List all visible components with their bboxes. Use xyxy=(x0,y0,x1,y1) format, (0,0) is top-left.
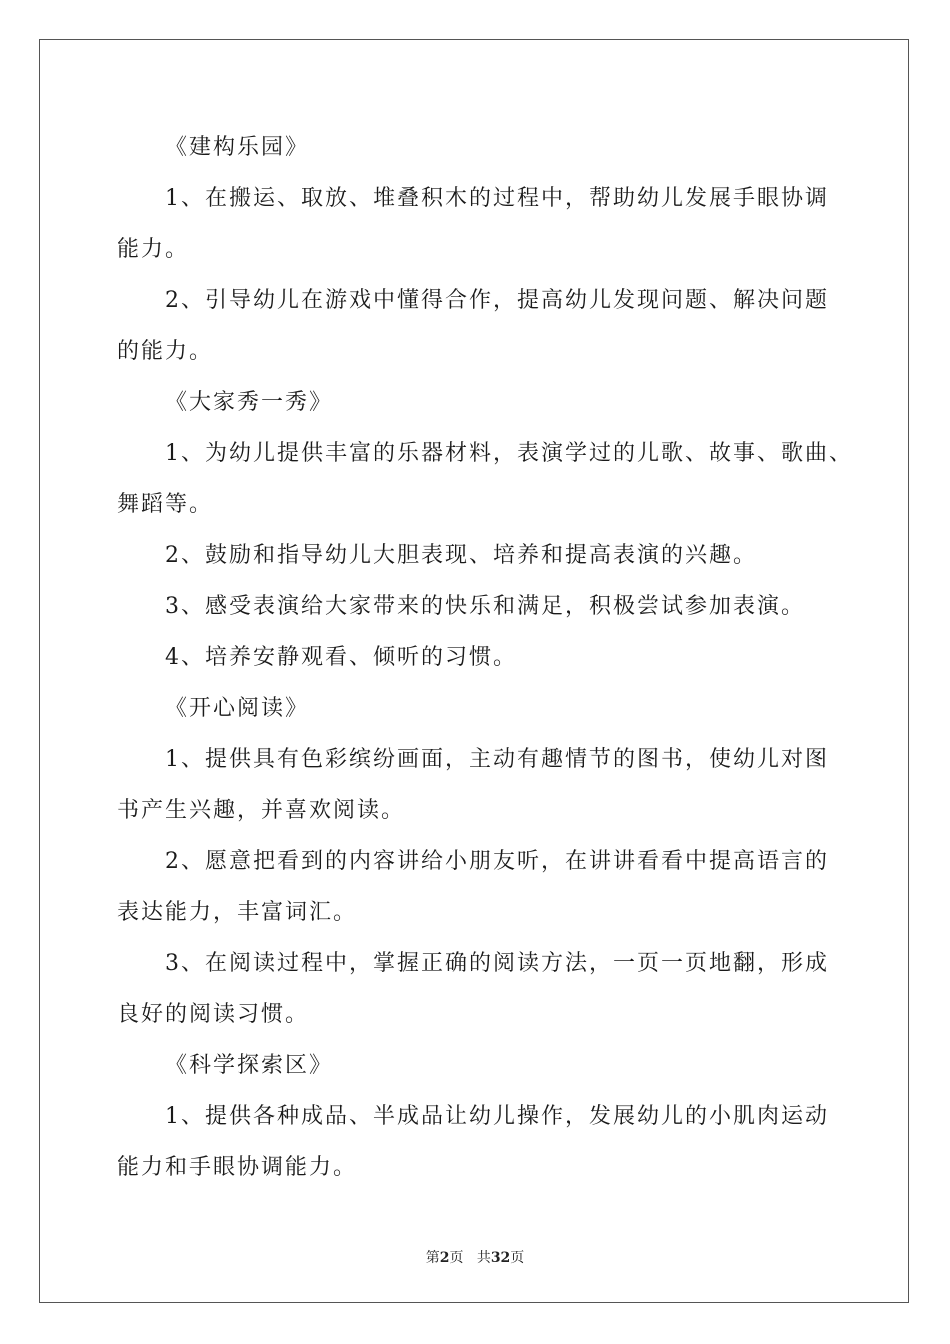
paragraph-line: 书产生兴趣，并喜欢阅读。 xyxy=(117,798,406,823)
paragraph-line: 能力。 xyxy=(117,237,190,262)
footer-total-suffix: 页 xyxy=(510,1250,525,1266)
footer-total-prefix: 共 xyxy=(476,1250,491,1266)
paragraph-line: 1、提供各种成品、半成品让幼儿操作，发展幼儿的小肌肉运动 xyxy=(165,1104,829,1129)
section-heading-show: 《大家秀一秀》 xyxy=(165,390,334,415)
paragraph-line: 舞蹈等。 xyxy=(117,492,214,517)
section-heading-science: 《科学探索区》 xyxy=(165,1053,334,1078)
paragraph-line: 3、在阅读过程中，掌握正确的阅读方法，一页一页地翻，形成 xyxy=(165,951,829,976)
paragraph-line: 良好的阅读习惯。 xyxy=(117,1002,310,1027)
paragraph-line: 3、感受表演给大家带来的快乐和满足，积极尝试参加表演。 xyxy=(165,594,805,619)
paragraph-line: 1、为幼儿提供丰富的乐器材料，表演学过的儿歌、故事、歌曲、 xyxy=(165,441,853,466)
page-footer xyxy=(0,1247,950,1267)
footer-total-pages: 32 xyxy=(490,1250,511,1266)
footer-page-number: 2 xyxy=(439,1250,450,1266)
paragraph-line: 表达能力，丰富词汇。 xyxy=(117,900,358,925)
paragraph-line: 的能力。 xyxy=(117,339,214,364)
paragraph-line: 1、在搬运、取放、堆叠积木的过程中，帮助幼儿发展手眼协调 xyxy=(165,186,829,211)
document-body xyxy=(117,122,853,1193)
paragraph-line: 1、提供具有色彩缤纷画面，主动有趣情节的图书，使幼儿对图 xyxy=(165,747,829,772)
section-heading-reading: 《开心阅读》 xyxy=(165,696,310,721)
paragraph-line: 能力和手眼协调能力。 xyxy=(117,1155,358,1180)
paragraph-line: 4、培养安静观看、倾听的习惯。 xyxy=(165,645,517,670)
paragraph-line: 2、愿意把看到的内容讲给小朋友听，在讲讲看看中提高语言的 xyxy=(165,849,829,874)
footer-prefix: 第 xyxy=(425,1250,440,1266)
paragraph-line: 2、鼓励和指导幼儿大胆表现、培养和提高表演的兴趣。 xyxy=(165,543,757,568)
paragraph-line: 2、引导幼儿在游戏中懂得合作，提高幼儿发现问题、解决问题 xyxy=(165,288,829,313)
footer-page-suffix: 页 xyxy=(449,1250,464,1266)
section-heading-building: 《建构乐园》 xyxy=(165,135,310,160)
